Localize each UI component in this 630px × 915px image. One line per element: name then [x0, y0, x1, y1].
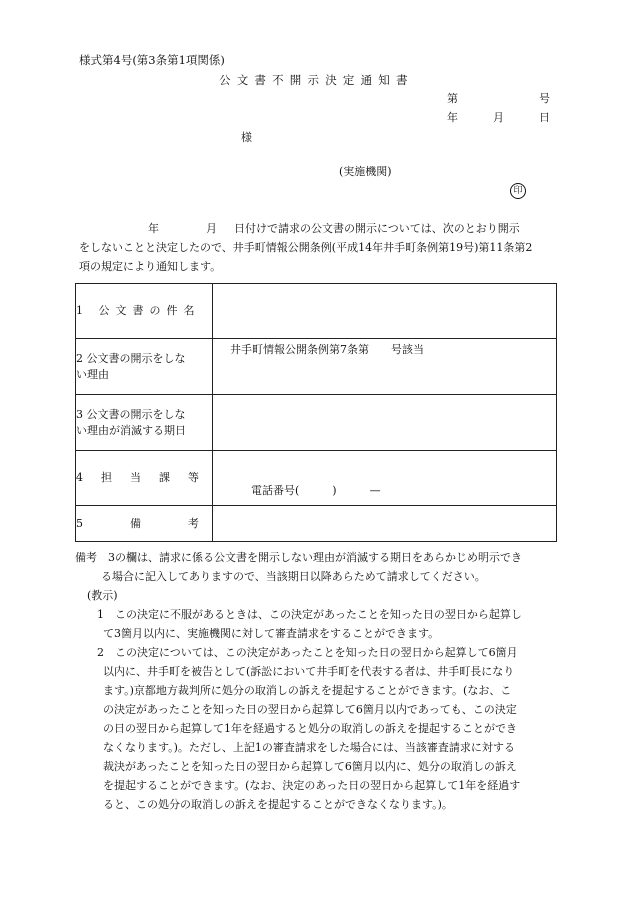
document-number-prefix: 第	[447, 92, 458, 105]
body-line-1-text: 日付けで請求の公文書の開示については、次のとおり開示	[234, 222, 520, 235]
department-label	[76, 471, 199, 485]
department-label-char: 課	[159, 471, 170, 485]
nondisclosure-reason-label-line-2: い理由	[76, 367, 109, 381]
reason-expiry-label-cell	[76, 395, 213, 451]
instruction-2-line-4: の決定があったことを知った日の翌日から起算して6箇月以内であっても、この決定	[103, 703, 517, 716]
instruction-2-line-9: ると、この処分の取消しの訴えを提起することができなくなります。)。	[103, 798, 453, 811]
instruction-2-line-5: の日の翌日から起算して1年を経過すると処分の取消しの訴えを提起することができ	[103, 722, 517, 735]
phone-number-field: 電話番号( ) —	[251, 484, 381, 498]
document-name-label: 1 公文書の件名	[76, 304, 201, 318]
table-row	[76, 506, 557, 542]
document-title: 公文書不開示決定通知書	[219, 73, 414, 87]
body-line-3: 項の規定により通知します。	[79, 260, 222, 273]
date-year-label: 年	[447, 111, 458, 124]
department-label-cell	[76, 451, 213, 506]
department-label-char: 当	[130, 471, 141, 485]
department-value-cell	[213, 451, 557, 506]
remarks-label-number: 5	[76, 516, 83, 530]
department-label-char: 担	[101, 471, 112, 485]
instruction-2-line-1: 2 この決定については、この決定があったことを知った日の翌日から起算して6箇月	[97, 646, 518, 659]
department-label-char: 等	[188, 471, 199, 485]
nondisclosure-reason-value-cell	[213, 339, 557, 395]
instruction-2-line-7: 裁決があったことを知った日の翌日から起算して6箇月以内に、処分の取消しの訴え	[103, 760, 517, 773]
document-name-label-cell	[76, 284, 213, 339]
remarks-label-cell	[76, 506, 213, 542]
implementing-agency-label: (実施機関)	[339, 165, 392, 178]
form-number-label: 様式第4号(第3条第1項関係)	[79, 53, 225, 67]
instruction-heading: (教示)	[87, 589, 118, 602]
instruction-1-line-2: て3箇月以内に、実施機関に対して審査請求をすることができます。	[103, 627, 440, 640]
nondisclosure-reason-label-cell	[76, 339, 213, 395]
remarks-label	[76, 517, 199, 531]
reason-expiry-label	[76, 407, 206, 439]
instruction-1-line-1: 1 この決定に不服があるときは、この決定があったことを知った日の翌日から起算し	[97, 608, 522, 621]
table-row	[76, 451, 557, 506]
table-row	[76, 339, 557, 395]
table-row	[76, 284, 557, 339]
date-month-label: 月	[493, 111, 504, 124]
department-label-number: 4	[76, 471, 83, 485]
nondisclosure-reason-value: 井手町情報公開条例第7条第 号該当	[230, 343, 424, 356]
addressee-suffix: 様	[241, 131, 252, 144]
table-row	[76, 395, 557, 451]
remarks-value-cell	[213, 506, 557, 542]
remarks-note-continued: る場合に記入してありますので、当該期日以降あらためて請求してください。	[101, 570, 486, 583]
date-day-label: 日	[539, 111, 550, 124]
remarks-label-char: 考	[188, 516, 199, 530]
document-name-value-cell	[213, 284, 557, 339]
instruction-2-line-3: ます。)京都地方裁判所に処分の取消しの訴えを提起することができます。(なお、こ	[103, 684, 512, 697]
instruction-2-line-6: なくなります。)。ただし、上記1の審査請求をした場合には、当該審査請求に対する	[103, 741, 515, 754]
reason-expiry-label-line-2: い理由が消滅する期日	[76, 423, 186, 437]
remarks-note: 備考 3の欄は、請求に係る公文書を開示しない理由が消滅する期日をあらかじめ明示でき	[75, 551, 522, 564]
info-table	[75, 283, 557, 542]
reason-expiry-label-line-1: 3 公文書の開示をしな	[76, 407, 186, 421]
seal-icon: 印	[510, 183, 526, 199]
nondisclosure-reason-label-line-1: 2 公文書の開示をしな	[76, 351, 186, 365]
document-number-suffix: 号	[539, 92, 550, 105]
instruction-2-line-2: 以内に、井手町を被告として(訴訟において井手町を代表する者は、井手町長になり	[103, 665, 515, 678]
nondisclosure-reason-label	[76, 351, 206, 383]
body-year-label: 年	[148, 222, 159, 235]
instruction-2-line-8: を提起することができます。(なお、決定のあった日の翌日から起算して1年を経過す	[103, 779, 521, 792]
remarks-label-char: 備	[130, 516, 141, 530]
body-line-2: をしないことと決定したので、井手町情報公開条例(平成14年井手町条例第19号)第11条第2	[79, 241, 533, 254]
reason-expiry-value-cell	[213, 395, 557, 451]
body-month-label: 月	[206, 222, 217, 235]
